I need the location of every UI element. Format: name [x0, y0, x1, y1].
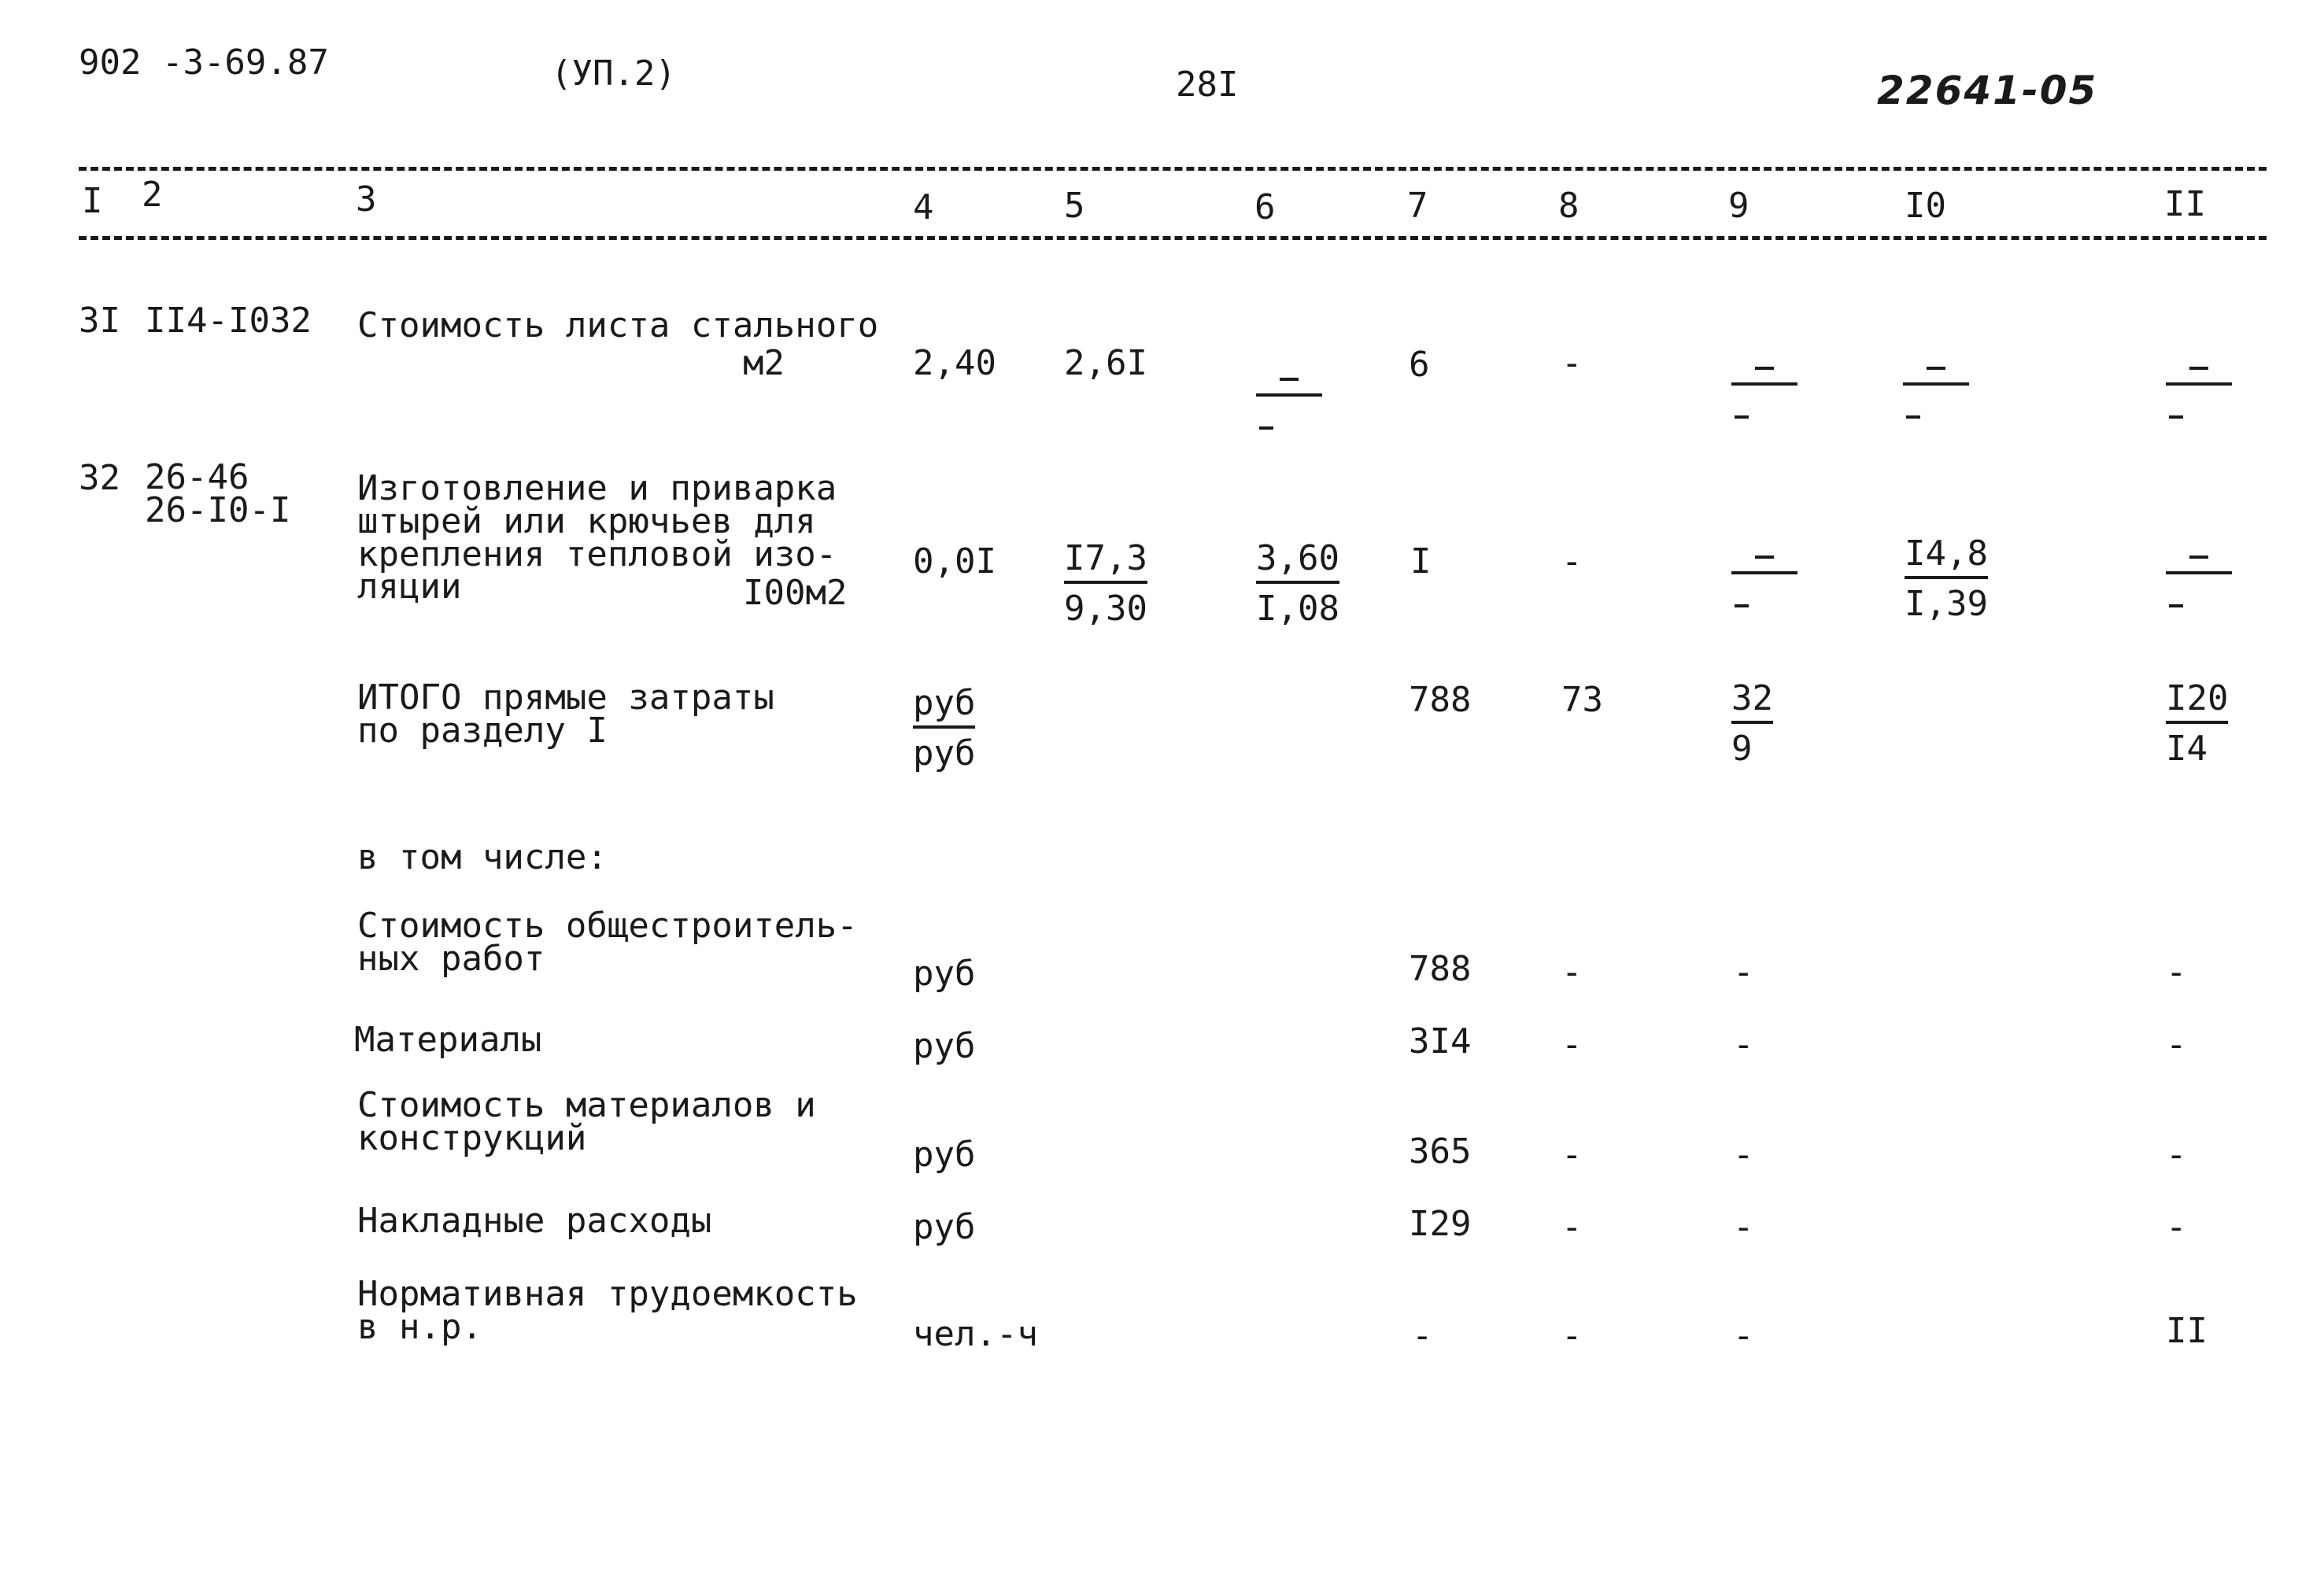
column-number: 9	[1728, 186, 1749, 226]
total-col9-fraction	[1731, 678, 1773, 769]
cell-col10-empty	[1903, 367, 1969, 419]
row-number: 32	[79, 458, 120, 498]
materials-col7: 3I4	[1409, 1021, 1472, 1061]
total-col11-fraction	[2166, 678, 2229, 769]
column-number: I	[82, 181, 103, 221]
fraction-numerator: руб	[913, 686, 975, 729]
fraction-denominator: 9,30	[1064, 589, 1147, 629]
cell-col5: 2,6I	[1064, 343, 1147, 383]
fraction-numerator: I4,8	[1905, 537, 1988, 579]
column-number: 5	[1064, 186, 1085, 226]
fraction-denominator: I,08	[1256, 589, 1339, 629]
general-works-col7: 788	[1409, 949, 1472, 989]
overhead-col11: -	[2166, 1207, 2187, 1247]
doc-code: 902 -3-69.87	[79, 42, 329, 83]
column-number: 6	[1254, 187, 1276, 227]
cell-col11-empty	[2166, 556, 2232, 607]
cell-col11-empty	[2166, 367, 2232, 419]
fraction-denominator: 9	[1731, 729, 1753, 769]
item-name: Изготовление и приварка штырей или крючьев для крепления тепловой изо- ляции	[357, 468, 837, 607]
cell-col9-empty	[1731, 367, 1797, 419]
materials-label: Материалы	[354, 1020, 542, 1060]
materials-col8: -	[1561, 1024, 1583, 1065]
general-works-col11: -	[2166, 952, 2187, 992]
general-works-col9: -	[1733, 952, 1754, 992]
general-works-label: Стоимость общестроитель- ных работ	[357, 906, 858, 979]
fraction-denominator: I4	[2166, 729, 2208, 769]
cell-col9-empty	[1731, 556, 1797, 607]
registration-number: 22641-05	[1877, 68, 2098, 113]
labor-col9: -	[1733, 1316, 1754, 1356]
total-col7: 788	[1409, 680, 1472, 720]
header-bottom-rule	[79, 236, 2267, 240]
row-number: 3I	[79, 301, 120, 341]
materials-structures-col11: -	[2166, 1135, 2187, 1175]
column-number: II	[2164, 184, 2206, 224]
overhead-label: Накладные расходы	[357, 1201, 712, 1241]
materials-structures-col9: -	[1733, 1135, 1754, 1175]
cell-col5-fraction	[1064, 538, 1147, 629]
materials-structures-col7: 365	[1409, 1131, 1472, 1172]
item-name: Стоимость листа стального	[357, 305, 879, 345]
fraction-numerator: I7,3	[1064, 541, 1147, 584]
cell-col8: -	[1561, 343, 1583, 383]
cell-col10-fraction	[1905, 533, 1988, 624]
labor-col7: -	[1412, 1316, 1433, 1356]
fraction-denominator: I,39	[1905, 584, 1988, 624]
total-col8: 73	[1561, 680, 1603, 720]
total-label: ИТОГО прямые затраты по разделу I	[357, 677, 774, 751]
price-code: II4-I032	[145, 301, 312, 341]
materials-structures-unit: руб	[913, 1135, 976, 1175]
price-code: 26-46 26-I0-I	[145, 457, 291, 530]
labor-label: Нормативная трудоемкость в н.р.	[357, 1274, 858, 1347]
section-label: (УП.2)	[551, 54, 676, 94]
fraction-numerator: 3,60	[1256, 541, 1339, 584]
column-number: 7	[1407, 186, 1428, 226]
general-works-col8: -	[1561, 952, 1583, 992]
labor-col8: -	[1561, 1316, 1583, 1356]
fraction-numerator: I20	[2166, 681, 2228, 724]
total-unit-fraction	[913, 683, 976, 773]
cell-col4: 2,40	[913, 343, 996, 383]
column-number: 3	[356, 179, 377, 220]
overhead-col8: -	[1561, 1207, 1583, 1247]
materials-col9: -	[1733, 1024, 1754, 1065]
materials-unit: руб	[913, 1026, 976, 1066]
labor-col11: II	[2166, 1311, 2208, 1351]
general-works-unit: руб	[913, 954, 976, 994]
overhead-col9: -	[1733, 1207, 1754, 1247]
item-unit: I00м2	[743, 573, 848, 613]
cell-col7: 6	[1409, 345, 1430, 385]
column-number: 4	[913, 187, 934, 227]
column-number: 2	[142, 175, 163, 215]
cell-col7: I	[1410, 541, 1432, 581]
cell-col4: 0,0I	[913, 541, 996, 581]
materials-structures-label: Стоимость материалов и конструкций	[357, 1085, 816, 1158]
cell-col8: -	[1561, 541, 1583, 581]
labor-unit: чел.-ч	[913, 1314, 1038, 1354]
column-number: 8	[1558, 186, 1580, 226]
including-label: в том числе:	[357, 837, 608, 877]
cell-col6-fraction	[1256, 538, 1339, 629]
header-top-rule	[79, 167, 2267, 171]
fraction-numerator: 32	[1731, 681, 1773, 724]
overhead-unit: руб	[913, 1207, 976, 1247]
column-number: I0	[1905, 186, 1946, 226]
overhead-col7: I29	[1409, 1204, 1472, 1244]
cell-col6-empty	[1256, 378, 1322, 430]
materials-structures-col8: -	[1561, 1135, 1583, 1175]
fraction-denominator: руб	[913, 733, 976, 773]
item-unit: м2	[743, 343, 785, 383]
materials-col11: -	[2166, 1024, 2187, 1065]
page-number: 28I	[1176, 65, 1239, 105]
